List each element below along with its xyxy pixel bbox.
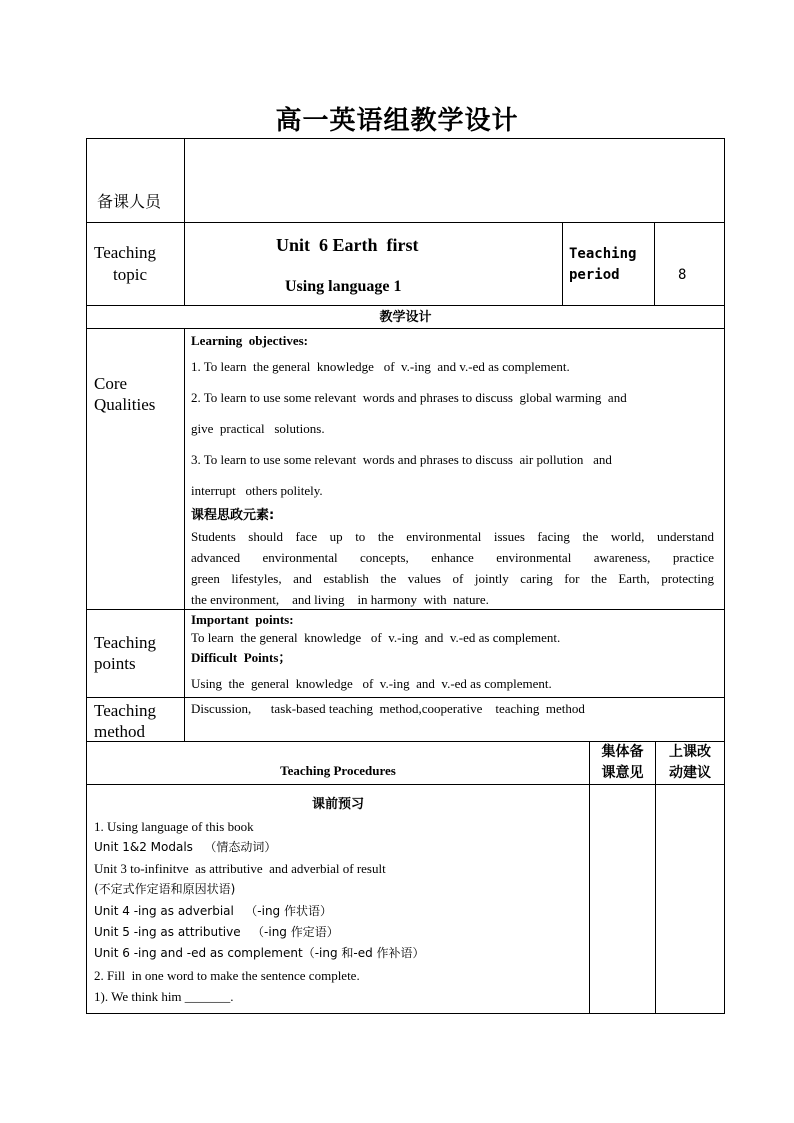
procedure-line-2: Unit 1&2 Modals （情态动词） (94, 840, 277, 854)
unit-title: Unit 6 Earth first (276, 235, 419, 255)
ideology-line-4: the environment, and living in harmony with nature. (191, 592, 489, 607)
method-content-cell (184, 697, 725, 742)
core-label-line1: Core (94, 374, 128, 393)
method-label-line2: method (94, 722, 145, 741)
revision-suggestion-line1: 上课改 (669, 744, 711, 760)
ideology-line-2: advanced environmental concepts, enhance environmental awareness, practice (191, 550, 714, 565)
period-label-cell (562, 222, 655, 306)
procedure-line-7: Unit 6 -ing and -ed as complement（-ing 和-ed 作补语） (94, 946, 425, 960)
lesson-title: Using language 1 (285, 278, 402, 295)
points-label-line2: points (94, 654, 136, 673)
objective-2-line1: 2. To learn to use some relevant words and phrases to discuss global warming and (191, 390, 627, 405)
core-content-cell (184, 328, 725, 610)
objective-2-line2: give practical solutions. (191, 421, 325, 436)
method-label-line1: Teaching (94, 701, 157, 720)
preparer-label: 备课人员 (97, 192, 162, 211)
ideology-heading: 课程思政元素: (191, 508, 275, 523)
collective-opinion-line2: 课意见 (601, 765, 644, 781)
topic-label-line1: Teaching (94, 243, 157, 262)
collective-opinion-header-cell (589, 741, 656, 785)
procedure-line-1: 1. Using language of this book (94, 819, 254, 834)
objectives-heading: Learning objectives: (191, 333, 308, 348)
collective-opinion-line1: 集体备 (601, 744, 644, 760)
revision-suggestion-header-cell (655, 741, 725, 785)
objective-1: 1. To learn the general knowledge of v.-ing and v.-ed as complement. (191, 359, 570, 374)
procedures-header: Teaching Procedures (280, 763, 396, 778)
ideology-line-3: green lifestyles, and establish the values of jointly caring for the Earth, protecting (191, 571, 714, 586)
period-label-line1: Teaching (569, 246, 637, 262)
objective-3-line2: interrupt others politely. (191, 483, 323, 498)
important-heading: Important points: (191, 612, 294, 627)
core-label-line2: Qualities (94, 395, 156, 414)
core-label-cell (86, 328, 185, 610)
points-label-line1: Teaching (94, 633, 157, 652)
points-label-cell (86, 609, 185, 698)
page-title: 高一英语组教学设计 (275, 106, 519, 136)
procedure-line-9: 1). We think him _______. (94, 989, 234, 1004)
period-label-line2: period (569, 267, 620, 283)
period-value-cell (654, 222, 725, 306)
procedure-line-6: Unit 5 -ing as attributive （-ing 作定语） (94, 925, 339, 939)
procedures-content-cell (86, 784, 590, 1014)
topic-label-line2: topic (113, 265, 147, 284)
important-text: To learn the general knowledge of v.-ing and v.-ed as complement. (191, 630, 561, 645)
objective-3-line1: 3. To learn to use some relevant words and phrases to discuss air pollution and (191, 452, 612, 467)
points-content-cell (184, 609, 725, 698)
difficult-text: Using the general knowledge of v.-ing and v.-ed as complement. (191, 676, 552, 691)
procedure-line-4: (不定式作定语和原因状语) (94, 882, 236, 896)
revision-suggestion-line2: 动建议 (669, 765, 711, 781)
difficult-heading: Difficult Points； (191, 650, 292, 665)
procedure-line-5: Unit 4 -ing as adverbial （-ing 作状语） (94, 904, 332, 918)
collective-opinion-content-cell (589, 784, 656, 1014)
topic-label-cell (86, 222, 185, 306)
procedure-line-3: Unit 3 to-infinitve as attributive and adverbial of result (94, 861, 386, 876)
preparer-value-cell (184, 138, 725, 223)
preparer-label-cell (86, 138, 185, 223)
ideology-line-1: Students should face up to the environmental issues facing the world, understand (191, 529, 714, 544)
revision-suggestion-content-cell (655, 784, 725, 1014)
period-value: 8 (678, 267, 687, 283)
topic-value-cell (184, 222, 563, 306)
procedures-header-cell (86, 741, 590, 785)
preview-heading: 课前预习 (311, 797, 364, 812)
method-text: Discussion, task-based teaching method,cooperative teaching method (191, 701, 585, 716)
procedure-line-8: 2. Fill in one word to make the sentence complete. (94, 968, 360, 983)
design-header: 教学设计 (379, 310, 432, 325)
method-label-cell (86, 697, 185, 742)
design-header-cell (86, 305, 725, 329)
